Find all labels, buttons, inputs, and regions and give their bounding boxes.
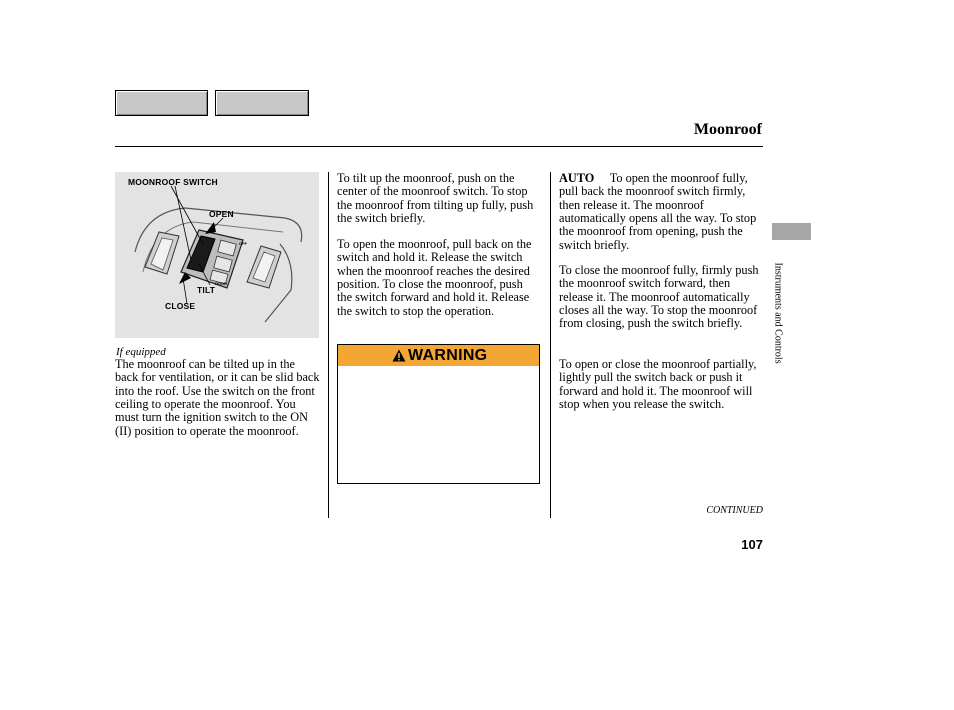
auto-paragraph <box>559 172 763 252</box>
auto-label: AUTO <box>559 171 595 185</box>
nav-button-1[interactable] <box>115 90 208 116</box>
switch-off-label: OFF <box>239 241 247 246</box>
nav-button-2[interactable] <box>215 90 309 116</box>
switch-door-label: DOOR <box>215 281 227 286</box>
page-number: 107 <box>741 537 763 552</box>
page-title: Moonroof <box>693 121 762 138</box>
header-rule <box>115 146 763 147</box>
figure-label-tilt: TILT <box>197 285 216 295</box>
intro-paragraph: The moonroof can be tilted up in the back for ventilation, or it can be slid back into the roof. Use the switch on the front ceiling to operate the moonroof. You must turn the ignition switch to the ON (II) position to operate the moonroof. <box>115 357 320 438</box>
if-equipped-note: If equipped <box>116 346 166 358</box>
warning-label: WARNING <box>408 346 488 364</box>
section-tab[interactable] <box>772 223 811 240</box>
warning-triangle-icon <box>392 349 406 362</box>
figure-label-open: OPEN <box>209 209 234 219</box>
tilt-paragraph: To tilt up the moonroof, push on the center of the moonroof switch. To stop the moonroof from tilting up fully, push the switch briefly. <box>337 171 534 226</box>
auto-paragraph-text: To open the moonroof fully, pull back the moonroof switch firmly, then release it. The moonroof automatically opens all the way. To stop the moonroof from opening, push the switch briefly. <box>559 171 757 252</box>
column-divider-2 <box>550 172 551 518</box>
warning-box <box>337 344 540 484</box>
moonroof-switch-illustration <box>115 172 319 338</box>
moonroof-switch-figure <box>115 172 319 338</box>
partial-paragraph: To open or close the moonroof partially, lightly pull the switch back or push it forward and hold it. The moonroof will stop when you release the switch. <box>559 357 757 412</box>
figure-label-moonroof-switch: MOONROOF SWITCH <box>128 177 218 187</box>
warning-header <box>338 345 539 366</box>
section-label: Instruments and Controls <box>772 262 784 364</box>
close-fully-paragraph: To close the moonroof fully, firmly push the moonroof switch forward, then release it. The moonroof automatically closes all the way. To stop the moonroof from closing, push the switch briefly. <box>559 263 759 331</box>
column-divider-1 <box>328 172 329 518</box>
continued-note: CONTINUED <box>706 505 763 516</box>
figure-label-close: CLOSE <box>165 301 196 311</box>
open-close-paragraph: To open the moonroof, pull back on the switch and hold it. Release the switch when the moonroof reaches the desired position. To close the moonroof, push the switch forward and hold it. Release the switch to stop the operation. <box>337 237 532 318</box>
